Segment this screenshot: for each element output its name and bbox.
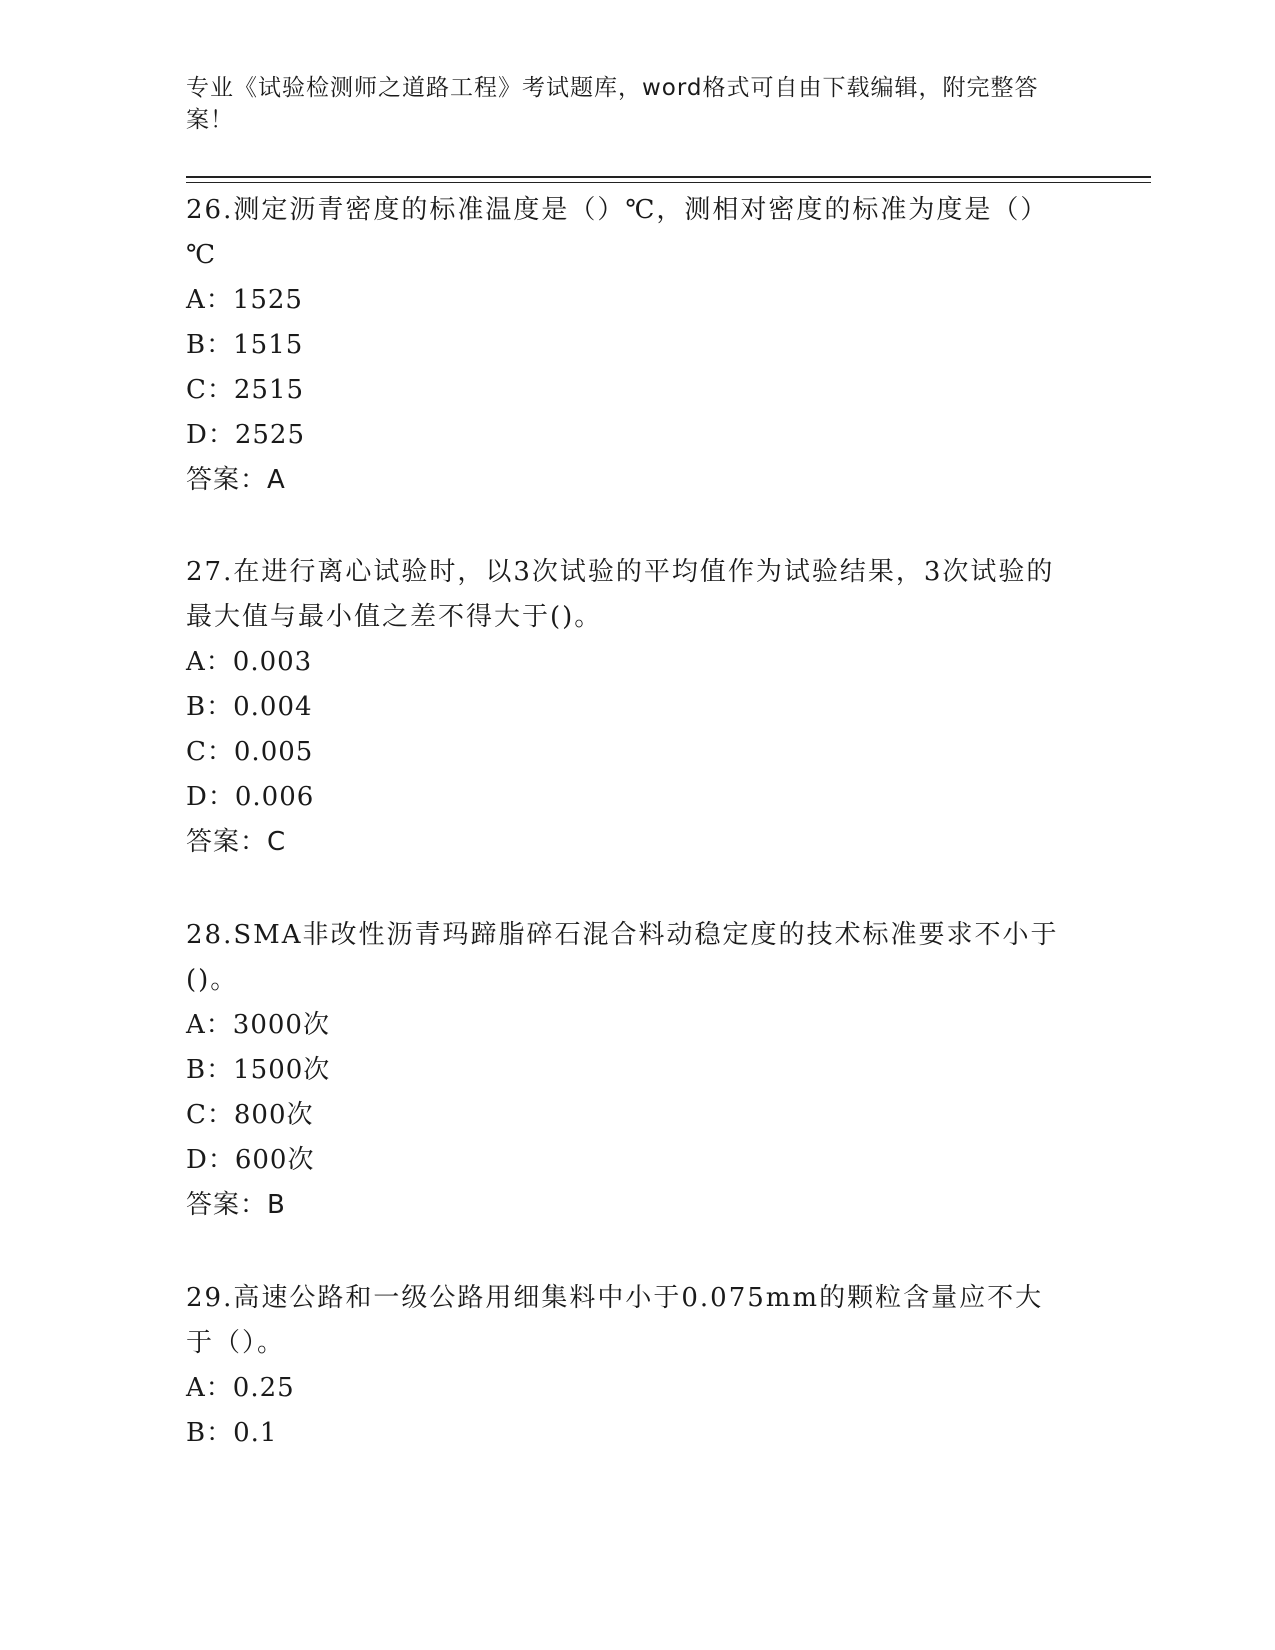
answer-line: 答案：B — [186, 1190, 286, 1220]
option-b: B：0.004 — [186, 692, 313, 722]
question-26 — [186, 188, 1066, 502]
question-stem: 29.高速公路和一级公路用细集料中小于0.075mm的颗粒含量应不大于（）。 — [186, 1283, 1044, 1358]
answer-line: 答案：A — [186, 465, 286, 495]
question-stem: 26.测定沥青密度的标准温度是（）℃，测相对密度的标准为度是（）℃ — [186, 195, 1049, 270]
option-a: A：3000次 — [186, 1010, 330, 1040]
option-a: A：1525 — [186, 285, 303, 315]
question-29 — [186, 1276, 1066, 1456]
question-stem: 27.在进行离心试验时，以3次试验的平均值作为试验结果，3次试验的最大值与最小值之差不得大于()。 — [186, 557, 1055, 632]
option-b: B：1515 — [186, 330, 304, 360]
option-c: C：2515 — [186, 375, 305, 405]
option-b: B：0.1 — [186, 1418, 278, 1448]
option-d: D：2525 — [186, 420, 306, 450]
option-c: C：0.005 — [186, 737, 314, 767]
document-intro: 专业《试验检测师之道路工程》考试题库，word格式可自由下载编辑，附完整答案！ — [186, 75, 1039, 133]
option-b: B：1500次 — [186, 1055, 331, 1085]
header-divider-thin — [186, 182, 1151, 183]
header-divider-thick — [186, 176, 1151, 178]
question-stem: 28.SMA非改性沥青玛蹄脂碎石混合料动稳定度的技术标准要求不小于()。 — [186, 920, 1059, 995]
option-d: D：0.006 — [186, 782, 315, 812]
option-a: A：0.25 — [186, 1373, 295, 1403]
answer-line: 答案：C — [186, 827, 287, 857]
question-27 — [186, 550, 1066, 864]
option-a: A：0.003 — [186, 647, 313, 677]
option-d: D：600次 — [186, 1145, 315, 1175]
question-28 — [186, 913, 1066, 1227]
option-c: C：800次 — [186, 1100, 314, 1130]
